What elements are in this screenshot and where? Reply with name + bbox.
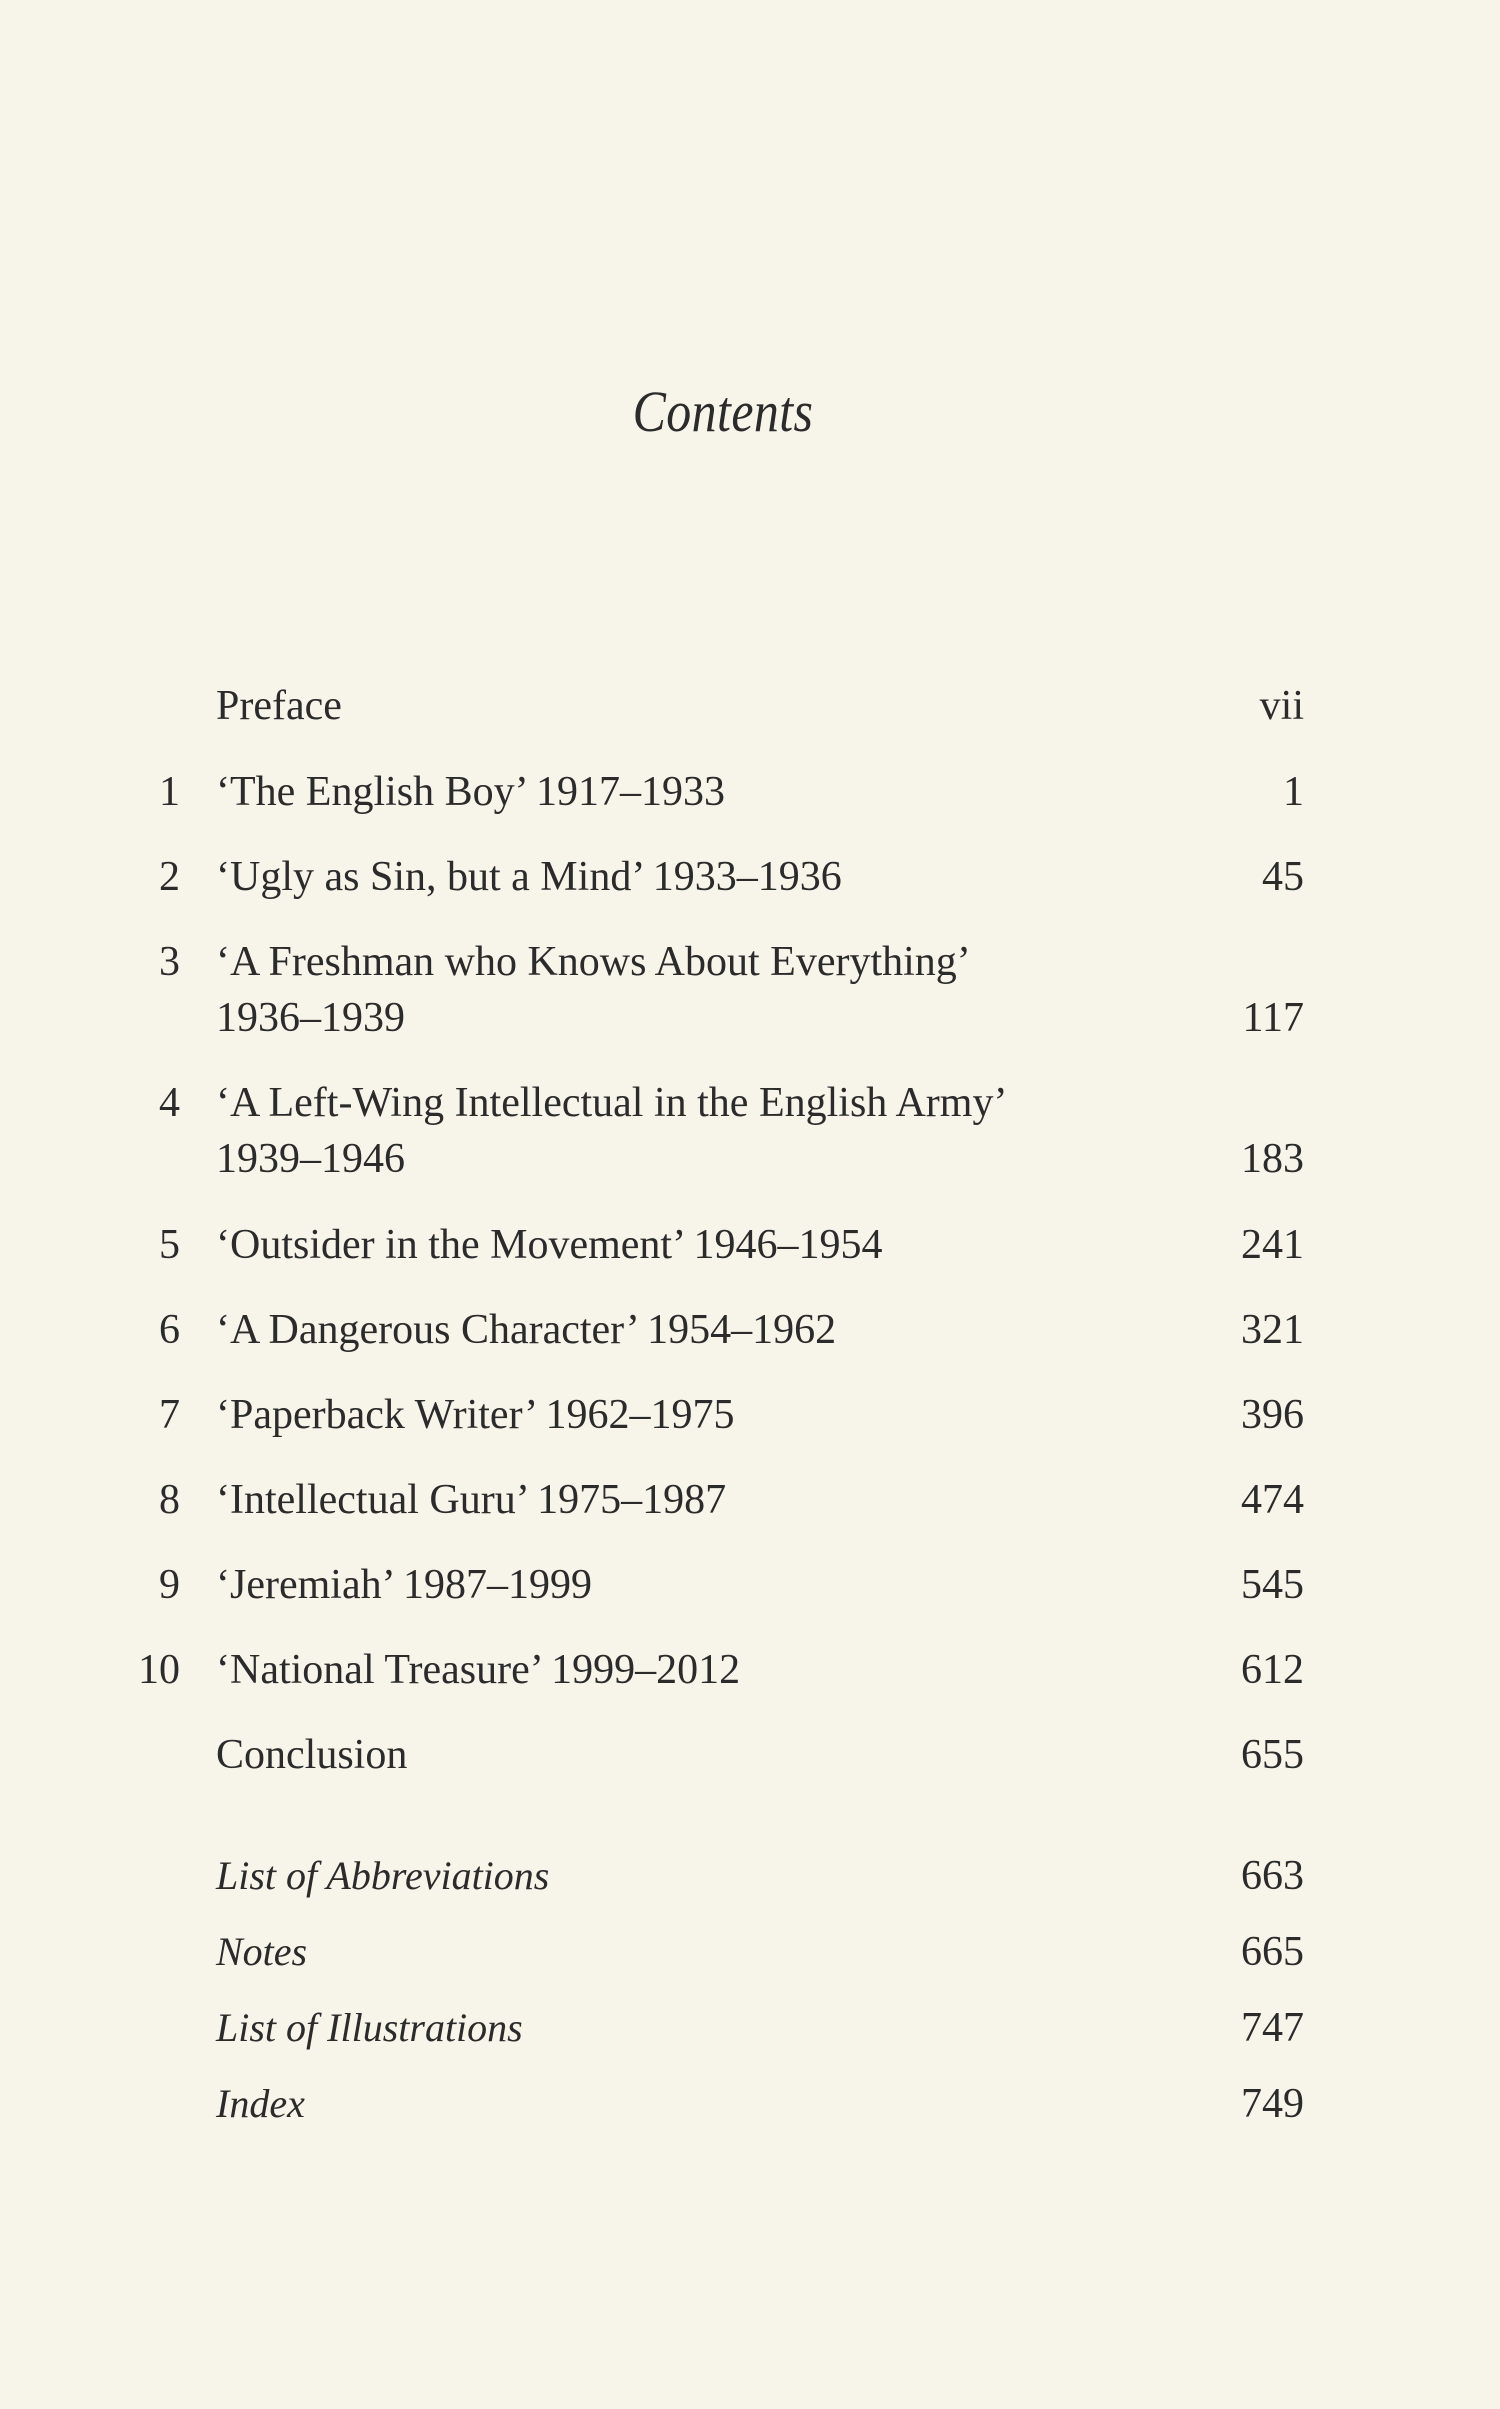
page-number: 663	[1241, 1853, 1304, 1899]
chapter-number: 4	[159, 1080, 180, 1126]
entry-title: Conclusion	[216, 1732, 408, 1778]
page-number: 45	[1262, 854, 1304, 900]
chapter-number: 7	[159, 1392, 180, 1438]
page-number: 474	[1241, 1477, 1304, 1523]
page-number: 396	[1241, 1392, 1304, 1438]
page-number: 749	[1241, 2081, 1304, 2127]
entry-title: List of Illustrations	[216, 2005, 523, 2050]
chapter-number: 8	[159, 1477, 180, 1523]
chapter-number: 5	[159, 1222, 180, 1268]
entry-title: Preface	[216, 683, 342, 729]
page-number: 183	[1241, 1136, 1304, 1182]
entry-title: ‘The English Boy’ 1917–1933	[216, 769, 726, 815]
page-number: 321	[1241, 1307, 1304, 1353]
entry-title: ‘Intellectual Guru’ 1975–1987	[216, 1477, 727, 1523]
entry-title: List of Abbreviations	[216, 1853, 550, 1898]
entry-title-continued: 1939–1946	[216, 1136, 405, 1182]
entry-title: ‘Jeremiah’ 1987–1999	[216, 1562, 592, 1608]
page-number: 665	[1241, 1929, 1304, 1975]
page-number: vii	[1259, 683, 1304, 729]
page-number: 612	[1241, 1647, 1304, 1693]
page-number: 241	[1241, 1222, 1304, 1268]
entry-title: ‘Ugly as Sin, but a Mind’ 1933–1936	[216, 854, 842, 900]
chapter-number: 1	[159, 769, 180, 815]
entry-title: ‘Paperback Writer’ 1962–1975	[216, 1392, 735, 1438]
entry-title: ‘A Left-Wing Intellectual in the English Army’	[216, 1080, 1008, 1126]
chapter-number: 2	[159, 854, 180, 900]
page-title: Contents	[632, 379, 814, 444]
chapter-number: 9	[159, 1562, 180, 1608]
page-number: 747	[1241, 2005, 1304, 2051]
entry-title-continued: 1936–1939	[216, 995, 405, 1041]
entry-title: ‘Outsider in the Movement’ 1946–1954	[216, 1222, 883, 1268]
page-number: 545	[1241, 1562, 1304, 1608]
entry-title: Notes	[216, 1929, 308, 1974]
chapter-number: 10	[138, 1647, 180, 1693]
chapter-number: 6	[159, 1307, 180, 1353]
entry-title: ‘A Freshman who Knows About Everything’	[216, 939, 971, 985]
entry-title: ‘National Treasure’ 1999–2012	[216, 1647, 741, 1693]
page-number: 117	[1242, 995, 1304, 1041]
page-number: 1	[1283, 769, 1304, 815]
entry-title: ‘A Dangerous Character’ 1954–1962	[216, 1307, 837, 1353]
chapter-number: 3	[159, 939, 180, 985]
entry-title: Index	[216, 2081, 305, 2126]
page-number: 655	[1241, 1732, 1304, 1778]
